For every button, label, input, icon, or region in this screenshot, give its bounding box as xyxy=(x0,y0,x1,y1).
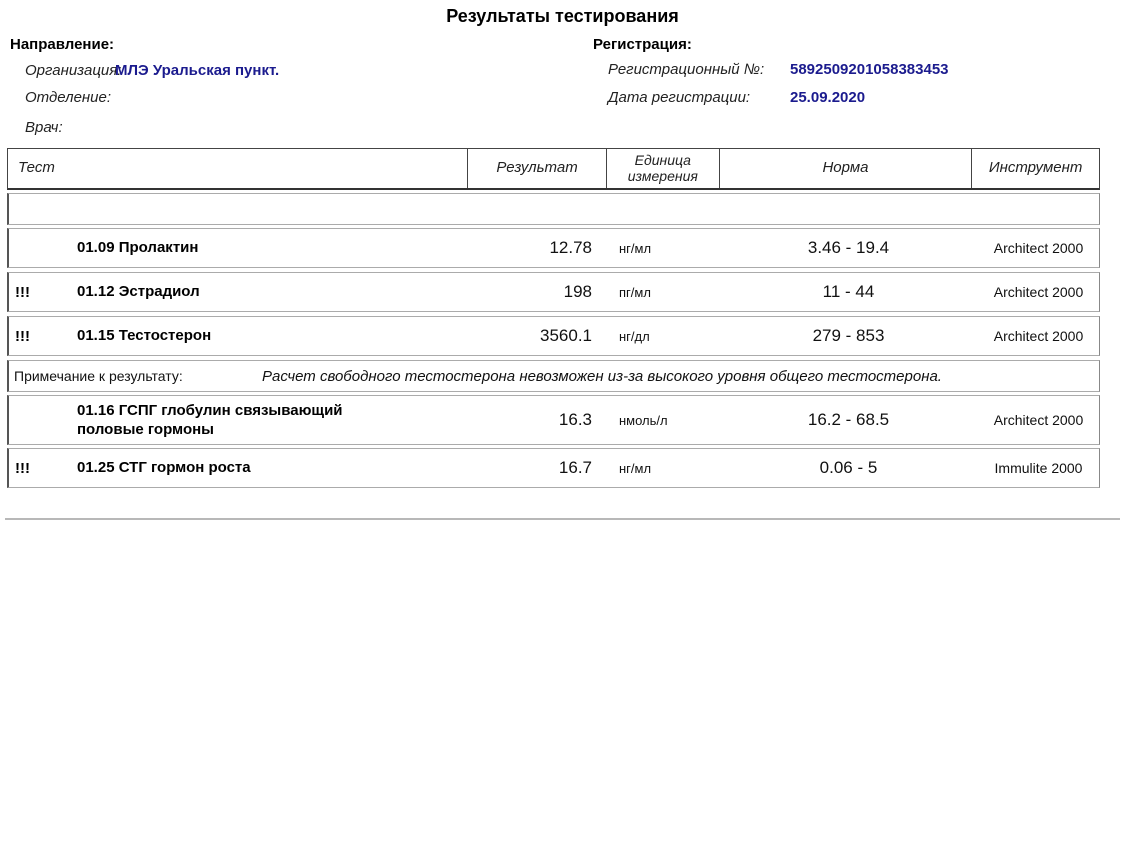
norm-range: 279 - 853 xyxy=(812,326,885,345)
column-header-result: Результат xyxy=(468,149,607,188)
result-value: 16.7 xyxy=(558,458,592,477)
instrument-name: Architect 2000 xyxy=(993,328,1084,344)
norm-range: 11 - 44 xyxy=(822,282,875,301)
abnormal-flag: !!! xyxy=(15,327,30,345)
norm-range: 0.06 - 5 xyxy=(819,458,878,477)
test-name: 01.09 Пролактин xyxy=(77,239,199,257)
norm-range: 16.2 - 68.5 xyxy=(807,410,890,429)
unit-value: нг/мл xyxy=(619,460,652,476)
note-label: Примечание к результату: xyxy=(14,368,183,384)
note-text: Расчет свободного тестостерона невозможен из-за высокого уровня общего тестостерона. xyxy=(262,367,942,385)
table-row xyxy=(7,448,1100,488)
instrument-name: Architect 2000 xyxy=(993,240,1084,256)
result-value: 3560.1 xyxy=(540,326,592,345)
table-header-row xyxy=(7,148,1100,190)
page-title: Результаты тестирования xyxy=(446,6,679,26)
column-header-test: Тест xyxy=(8,149,468,188)
registration-number-label: Регистрационный №: xyxy=(608,61,765,78)
table-row xyxy=(7,272,1100,312)
instrument-name: Immulite 2000 xyxy=(994,460,1083,476)
table-row xyxy=(7,395,1100,445)
test-name: 01.16 ГСПГ глобулин связывающий половые гормоны xyxy=(77,401,343,438)
organization-label: Организация: xyxy=(25,62,122,79)
abnormal-flag xyxy=(15,396,70,444)
result-value: 16.3 xyxy=(558,410,592,429)
department-label: Отделение: xyxy=(25,89,112,106)
registration-heading: Регистрация: xyxy=(593,36,692,53)
unit-value: нг/дл xyxy=(619,328,650,344)
table-row xyxy=(7,316,1100,356)
doctor-label: Врач: xyxy=(25,119,63,136)
norm-range: 3.46 - 19.4 xyxy=(807,238,890,257)
registration-date-value: 25.09.2020 xyxy=(790,89,866,106)
column-header-unit: Единица измерения xyxy=(607,149,720,188)
registration-date-label: Дата регистрации: xyxy=(608,89,751,106)
unit-value: нмоль/л xyxy=(619,412,668,428)
result-value: 198 xyxy=(563,282,592,301)
abnormal-flag: !!! xyxy=(15,459,30,477)
unit-value: нг/мл xyxy=(619,240,652,256)
organization-value: МЛЭ Уральская пункт. xyxy=(115,62,280,79)
abnormal-flag: !!! xyxy=(15,283,30,301)
test-name: 01.15 Тестостерон xyxy=(77,327,212,345)
result-note-row xyxy=(7,360,1100,392)
table-row xyxy=(7,228,1100,268)
column-header-instrument: Инструмент xyxy=(988,159,1083,177)
instrument-name: Architect 2000 xyxy=(993,284,1084,300)
test-name: 01.12 Эстрадиол xyxy=(77,283,200,301)
column-header-norm: Норма xyxy=(720,149,973,188)
empty-row xyxy=(7,193,1100,225)
instrument-name: Architect 2000 xyxy=(993,412,1084,428)
bottom-divider xyxy=(5,518,1120,520)
unit-value: пг/мл xyxy=(619,284,651,300)
result-value: 12.78 xyxy=(549,238,592,257)
registration-number-value: 5892509201058383453 xyxy=(790,61,949,78)
test-name: 01.25 СТГ гормон роста xyxy=(77,459,251,477)
abnormal-flag xyxy=(15,229,70,267)
referral-heading: Направление: xyxy=(10,36,115,53)
